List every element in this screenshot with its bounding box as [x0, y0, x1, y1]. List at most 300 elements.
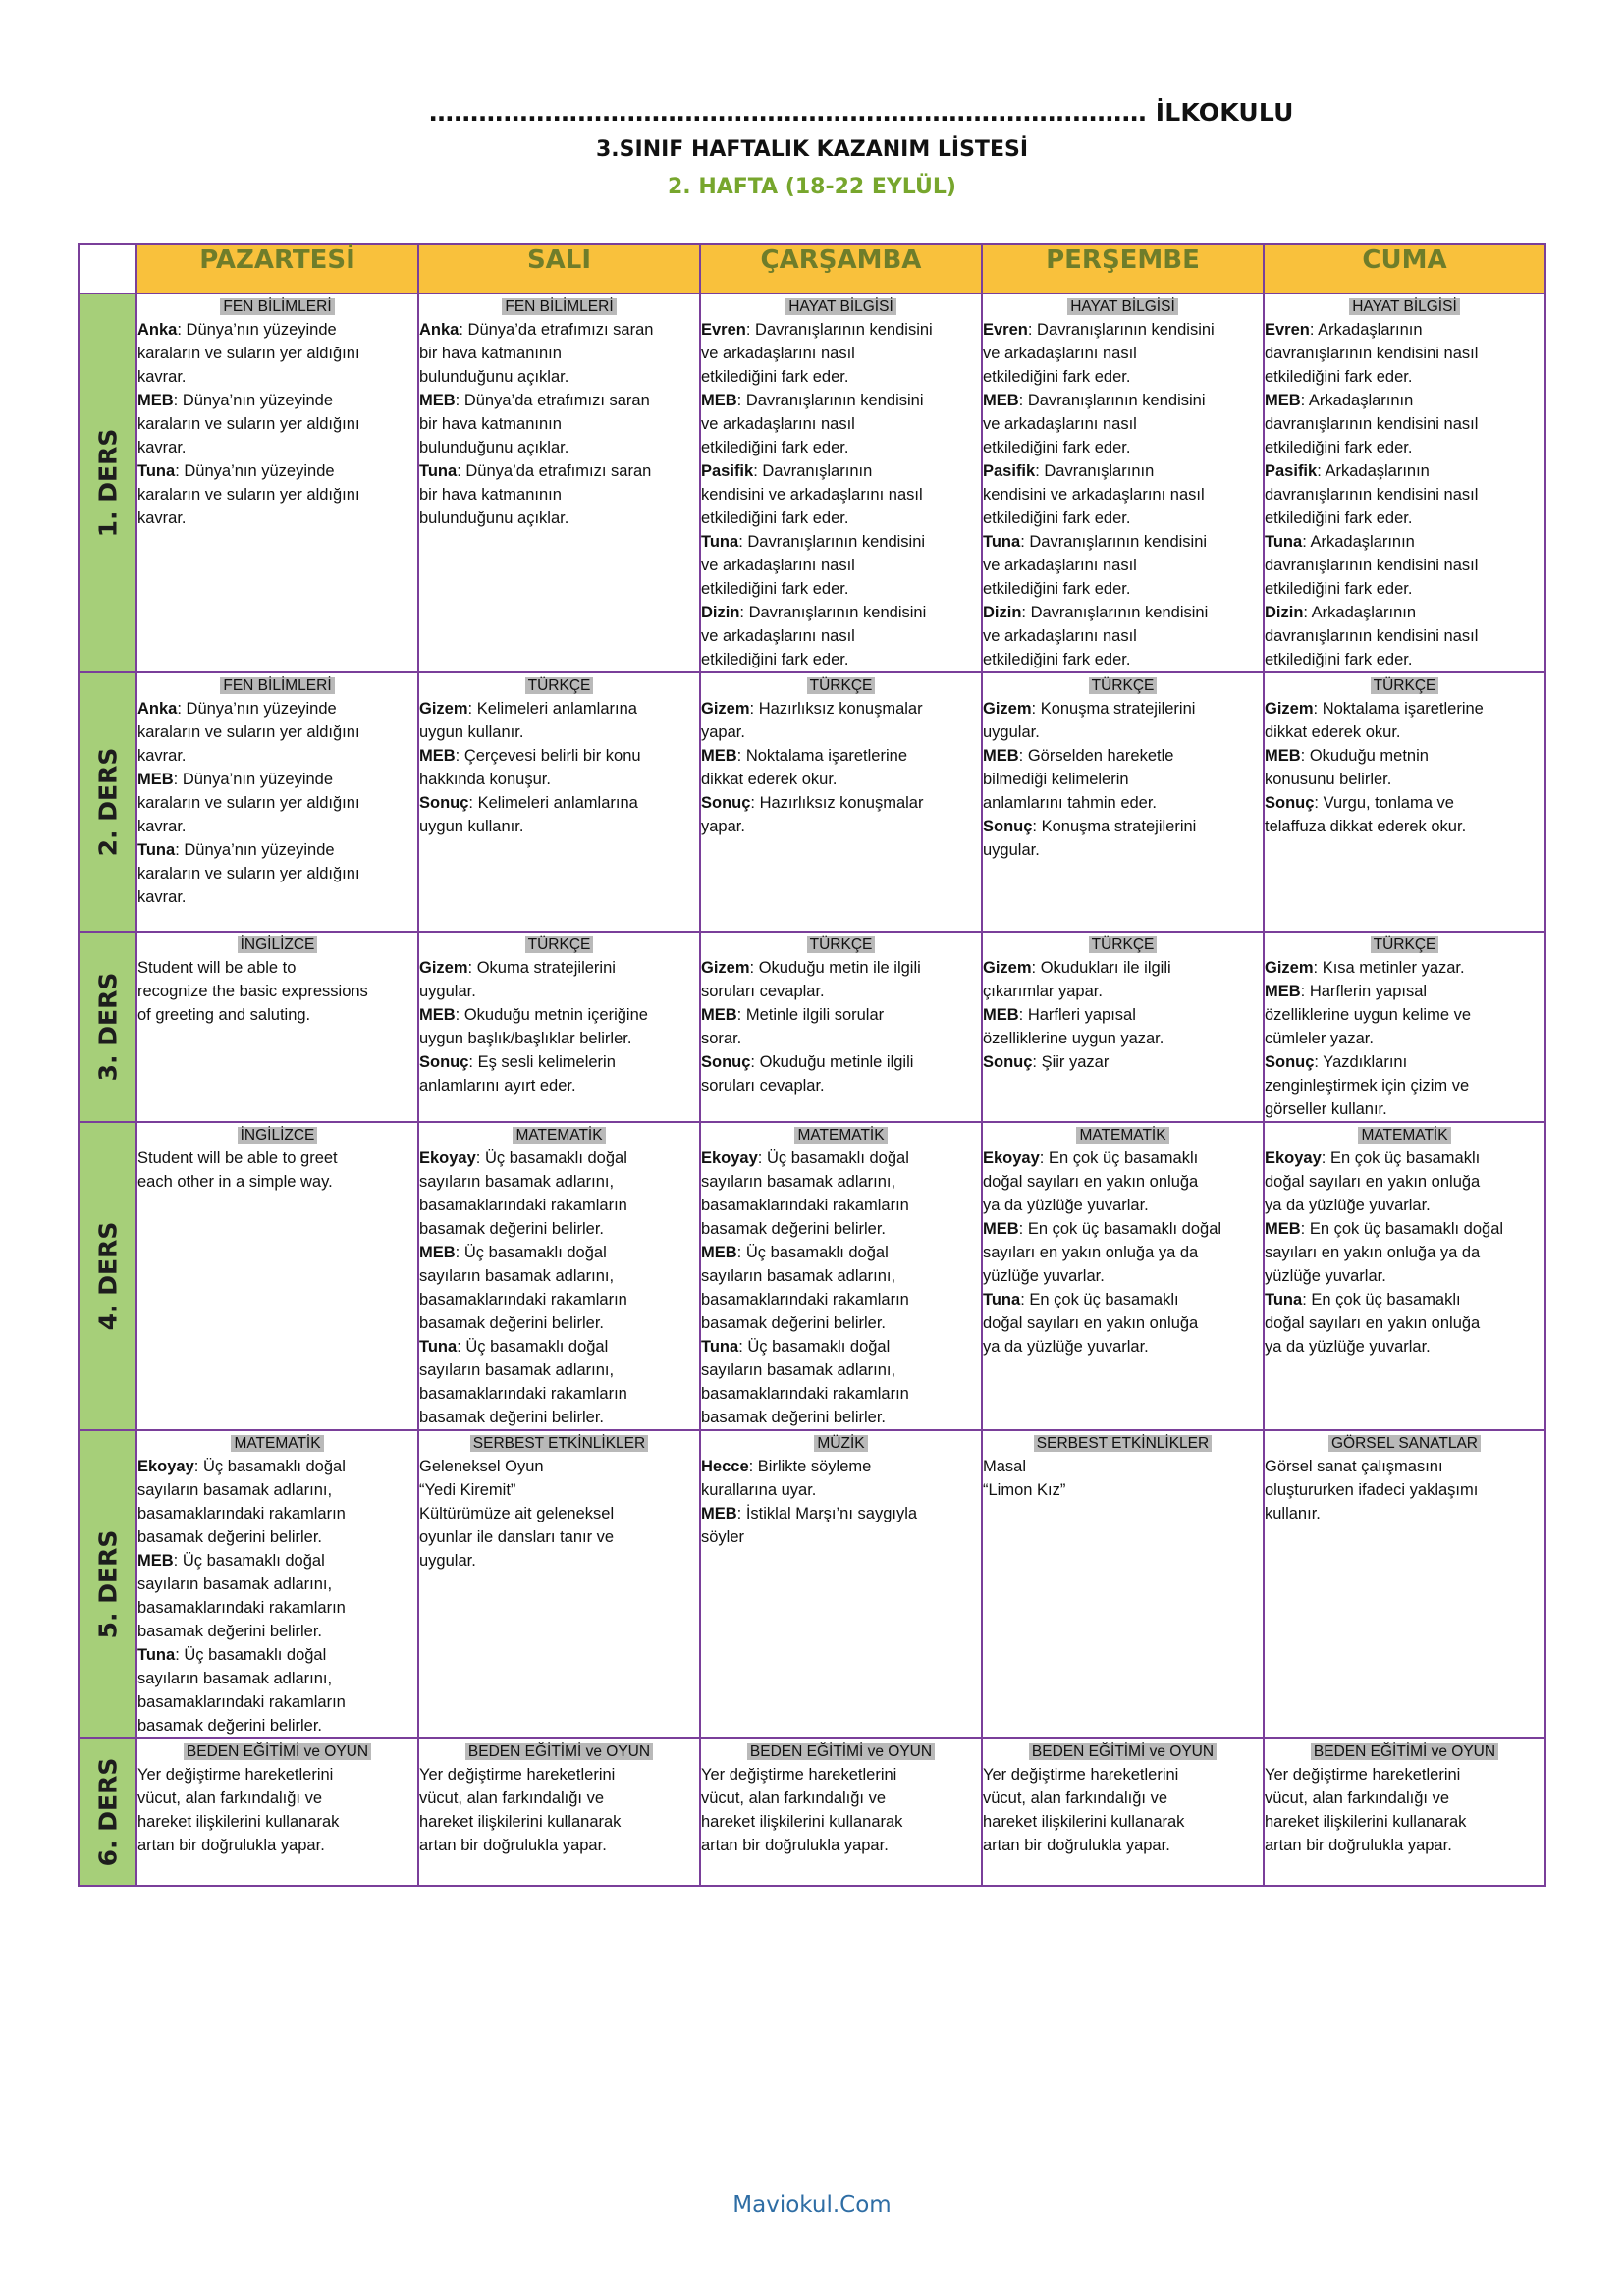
source-name: Anka [137, 321, 178, 339]
outcome-text: kendisini ve arkadaşlarını nasıl [701, 486, 923, 504]
outcome-line [1265, 483, 1544, 507]
outcome-text: basamak değerini belirler. [137, 1623, 323, 1640]
subject-label: TÜRKÇE [525, 677, 594, 694]
outcome-text: etkilediğini fark eder. [983, 368, 1131, 386]
outcome-line [137, 815, 417, 838]
outcome-line [701, 483, 981, 507]
day-header-monday: PAZARTESİ [136, 244, 418, 294]
outcome-text: : Konuşma stratejilerini [1032, 818, 1197, 835]
outcome-line [137, 1810, 417, 1834]
subject-label: MATEMATİK [1076, 1127, 1168, 1144]
outcome-line [419, 1406, 699, 1429]
outcome-line [701, 1834, 981, 1857]
outcome-text: : Kelimeleri anlamlarına [468, 794, 638, 812]
lesson-cell-thursday [982, 1430, 1264, 1738]
outcome-text: karaların ve suların yer aldığını [137, 486, 360, 504]
outcome-text: : Metinle ilgili sorular [736, 1006, 885, 1024]
outcome-text: oyunlar ile dansları tanır ve [419, 1528, 615, 1546]
outcome-text: basamaklarındaki rakamların [137, 1693, 346, 1711]
outcome-text: Kültürümüze ait geleneksel [419, 1505, 615, 1522]
subject-label: TÜRKÇE [1371, 936, 1439, 953]
outcome-line [701, 412, 981, 436]
outcome-text: kavrar. [137, 888, 187, 906]
outcome-text: : Çerçevesi belirli bir konu [455, 747, 641, 765]
outcome-line [137, 507, 417, 530]
outcome-line [1265, 318, 1544, 342]
outcome-line [1265, 1097, 1544, 1121]
outcome-text: yüzlüğe yuvarlar. [1265, 1267, 1386, 1285]
outcome-text: “Yedi Kiremit” [419, 1481, 516, 1499]
outcome-text: kavrar. [137, 747, 187, 765]
subject-label: TÜRKÇE [807, 677, 876, 694]
lesson-cell-wednesday [700, 1430, 982, 1738]
outcome-line [701, 365, 981, 389]
outcome-text: uygular. [419, 1552, 476, 1570]
source-name: Dizin [701, 604, 740, 621]
outcome-line [701, 980, 981, 1003]
outcome-line [701, 956, 981, 980]
source-name: Gizem [1265, 700, 1314, 718]
outcome-line [419, 1050, 699, 1074]
source-name: Tuna [1265, 1291, 1303, 1308]
outcome-line [137, 838, 417, 862]
outcome-text: etkilediğini fark eder. [1265, 368, 1413, 386]
lesson-cell-monday [136, 1430, 418, 1738]
outcome-text: yüzlüğe yuvarlar. [983, 1267, 1105, 1285]
outcome-text: : Vurgu, tonlama ve [1314, 794, 1454, 812]
outcome-line [1265, 1050, 1544, 1074]
source-name: Evren [701, 321, 746, 339]
outcome-text: artan bir doğrulukla yapar. [983, 1837, 1170, 1854]
outcome-line [983, 1335, 1263, 1359]
outcome-line [983, 1170, 1263, 1194]
outcome-text: yapar. [701, 723, 745, 741]
subject-label: SERBEST ETKİNLİKLER [470, 1435, 648, 1452]
outcome-text: : Davranışlarının kendisini [1020, 533, 1208, 551]
outcome-line [1265, 1478, 1544, 1502]
outcome-line [1265, 1264, 1544, 1288]
source-name: MEB [137, 392, 174, 409]
outcome-line [419, 791, 699, 815]
subject-label: MÜZİK [814, 1435, 867, 1452]
outcome-line [137, 1643, 417, 1667]
outcome-text: etkilediğini fark eder. [701, 509, 849, 527]
outcome-text: : Noktalama işaretlerine [1313, 700, 1484, 718]
lesson-cell-friday [1264, 932, 1545, 1122]
outcome-line [419, 1217, 699, 1241]
outcome-line [1265, 1217, 1544, 1241]
subject-label: MATEMATİK [513, 1127, 605, 1144]
outcome-line [1265, 412, 1544, 436]
lesson-cell-tuesday [418, 672, 700, 932]
outcome-text: : En çok üç basamaklı [1020, 1291, 1179, 1308]
outcome-text: : Görselden hareketle [1018, 747, 1174, 765]
outcome-text: basamak değerini belirler. [137, 1717, 323, 1735]
outcome-line [983, 1003, 1263, 1027]
outcome-text: : Davranışlarının kendisini [738, 533, 926, 551]
outcome-line [701, 389, 981, 412]
subject-label: İNGİLİZCE [238, 1127, 318, 1144]
outcome-line [1265, 389, 1544, 412]
outcome-line [137, 1147, 417, 1170]
source-name: Sonuç [983, 818, 1033, 835]
outcome-line [137, 862, 417, 885]
outcome-text: : Okudukları ile ilgili [1031, 959, 1171, 977]
outcome-text: Masal [983, 1458, 1027, 1475]
outcome-text: zenginleştirmek için çizim ve [1265, 1077, 1470, 1095]
outcome-text: sayıların basamak adlarını, [419, 1173, 615, 1191]
outcome-line [419, 1787, 699, 1810]
outcome-line [983, 648, 1263, 671]
outcome-line [701, 815, 981, 838]
outcome-text: söyler [701, 1528, 745, 1546]
outcome-line [983, 1194, 1263, 1217]
outcome-line [701, 507, 981, 530]
outcome-line [137, 791, 417, 815]
outcome-line [419, 1003, 699, 1027]
outcome-line [701, 744, 981, 768]
outcome-text: bir hava katmanının [419, 486, 562, 504]
outcome-text: : Noktalama işaretlerine [736, 747, 907, 765]
source-name: MEB [1265, 392, 1301, 409]
outcome-line [419, 1074, 699, 1097]
outcome-text: hareket ilişkilerini kullanarak [983, 1813, 1185, 1831]
outcome-text: : Kısa metinler yazar. [1313, 959, 1465, 977]
subject-heading [419, 673, 699, 697]
outcome-text: uygular. [983, 841, 1040, 859]
outcome-text: kavrar. [137, 439, 187, 456]
outcome-line [701, 768, 981, 791]
outcome-text: kavrar. [137, 509, 187, 527]
lesson-cell-tuesday [418, 1738, 700, 1886]
outcome-text: basamak değerini belirler. [137, 1528, 323, 1546]
outcome-line [137, 1502, 417, 1525]
subject-heading [701, 673, 981, 697]
outcome-line [983, 744, 1263, 768]
plan-body [79, 294, 1545, 1886]
outcome-text: recognize the basic expressions [137, 983, 368, 1000]
outcome-line [701, 791, 981, 815]
outcome-line [983, 1763, 1263, 1787]
outcome-line [419, 815, 699, 838]
subject-label: MATEMATİK [1358, 1127, 1450, 1144]
subject-heading [701, 294, 981, 318]
lesson-cell-monday [136, 1738, 418, 1886]
outcome-text: : En çok üç basamaklı doğal [1018, 1220, 1222, 1238]
outcome-text: : Kelimeleri anlamlarına [467, 700, 637, 718]
outcome-line [137, 318, 417, 342]
outcome-line [1265, 1502, 1544, 1525]
lesson-cell-wednesday [700, 1738, 982, 1886]
outcome-line [701, 648, 981, 671]
outcome-line [983, 318, 1263, 342]
outcome-line [137, 768, 417, 791]
outcome-text: : Harfleri yapısal [1018, 1006, 1136, 1024]
outcome-line [701, 721, 981, 744]
outcome-text: basamak değerini belirler. [419, 1314, 605, 1332]
lesson-cell-tuesday [418, 1122, 700, 1430]
outcome-text: bulunduğunu açıklar. [419, 509, 569, 527]
outcome-line [419, 1264, 699, 1288]
outcome-text: soruları cevaplar. [701, 983, 825, 1000]
outcome-text: artan bir doğrulukla yapar. [701, 1837, 889, 1854]
source-name: Pasifik [1265, 462, 1318, 480]
source-name: MEB [983, 392, 1019, 409]
outcome-line [419, 768, 699, 791]
subject-heading [419, 1431, 699, 1455]
outcome-line [1265, 436, 1544, 459]
outcome-text: : En çok üç basamaklı [1302, 1291, 1461, 1308]
outcome-text: basamaklarındaki rakamların [701, 1291, 909, 1308]
lesson-label: 1. DERS [93, 428, 122, 538]
outcome-line [137, 980, 417, 1003]
outcome-line [983, 1264, 1263, 1288]
outcome-line [1265, 697, 1544, 721]
source-name: MEB [701, 1505, 737, 1522]
source-name: Tuna [983, 533, 1021, 551]
subject-heading [983, 1431, 1263, 1455]
outcome-text: anlamlarını tahmin eder. [983, 794, 1158, 812]
outcome-text: sayıların basamak adlarını, [419, 1267, 615, 1285]
outcome-line [1265, 980, 1544, 1003]
subject-heading [137, 673, 417, 697]
subject-label: İNGİLİZCE [238, 936, 318, 953]
outcome-line [419, 389, 699, 412]
outcome-text: : Üç basamaklı doğal [757, 1149, 909, 1167]
outcome-line [983, 483, 1263, 507]
subject-label: BEDEN EĞİTİMİ ve OYUN [747, 1743, 935, 1760]
outcome-text: konusunu belirler. [1265, 771, 1392, 788]
outcome-line [1265, 1834, 1544, 1857]
outcome-text: : En çok üç basamaklı [1321, 1149, 1481, 1167]
lesson-label-cell [79, 932, 136, 1122]
footer-site-link[interactable]: Maviokul.Com [732, 2192, 892, 2217]
source-name: Gizem [983, 700, 1032, 718]
outcome-line [1265, 577, 1544, 601]
outcome-line [701, 1359, 981, 1382]
outcome-line [419, 1810, 699, 1834]
subject-label: TÜRKÇE [1089, 677, 1158, 694]
outcome-line [419, 1311, 699, 1335]
outcome-text: Student will be able to [137, 959, 297, 977]
lesson-cell-monday [136, 672, 418, 932]
lesson-cell-thursday [982, 1738, 1264, 1886]
outcome-line [419, 507, 699, 530]
outcome-line [1265, 554, 1544, 577]
week-title: 2. HAFTA (18-22 EYLÜL) [668, 175, 956, 199]
outcome-text: yapar. [701, 818, 745, 835]
lesson-label: 6. DERS [93, 1757, 122, 1867]
subject-label: HAYAT BİLGİSİ [1067, 298, 1178, 315]
lesson-cell-thursday [982, 932, 1264, 1122]
outcome-text: ve arkadaşlarını nasıl [701, 627, 855, 645]
outcome-text: kendisini ve arkadaşlarını nasıl [983, 486, 1205, 504]
source-name: MEB [137, 1552, 174, 1570]
outcome-text: : Konuşma stratejilerini [1031, 700, 1196, 718]
outcome-line [419, 412, 699, 436]
source-name: MEB [983, 1220, 1019, 1238]
outcome-text: : Üç basamaklı doğal [738, 1338, 891, 1356]
outcome-text: kavrar. [137, 818, 187, 835]
source-name: Sonuç [701, 794, 751, 812]
outcome-text: kullanır. [1265, 1505, 1321, 1522]
outcome-line [419, 1382, 699, 1406]
subject-label: GÖRSEL SANATLAR [1328, 1435, 1481, 1452]
source-name: Ekoyay [983, 1149, 1040, 1167]
subject-heading [1265, 1123, 1544, 1147]
outcome-text: : Dünya’nın yüzeyinde [175, 841, 335, 859]
lesson-cell-wednesday [700, 1122, 982, 1430]
outcome-line [419, 342, 699, 365]
outcome-text: of greeting and saluting. [137, 1006, 311, 1024]
source-name: Dizin [1265, 604, 1304, 621]
outcome-text: uygun kullanır. [419, 818, 524, 835]
outcome-line [137, 956, 417, 980]
outcome-line [419, 483, 699, 507]
outcome-line [983, 342, 1263, 365]
outcome-line [419, 365, 699, 389]
outcome-text: vücut, alan farkındalığı ve [419, 1789, 605, 1807]
outcome-text: ve arkadaşlarını nasıl [983, 557, 1137, 574]
outcome-text: : Dünya’da etrafımızı saran [459, 321, 654, 339]
outcome-text: bilmediği kelimelerin [983, 771, 1129, 788]
lesson-cell-tuesday [418, 1430, 700, 1738]
lesson-label-cell [79, 1738, 136, 1886]
outcome-line [1265, 530, 1544, 554]
outcome-line [983, 980, 1263, 1003]
lesson-cell-tuesday [418, 294, 700, 672]
outcome-line [1265, 1170, 1544, 1194]
outcome-text: etkilediğini fark eder. [983, 580, 1131, 598]
subject-heading [419, 1739, 699, 1763]
lesson-cell-friday [1264, 1738, 1545, 1886]
outcome-line [137, 1834, 417, 1857]
outcome-line [701, 577, 981, 601]
outcome-text: “Limon Kız” [983, 1481, 1066, 1499]
subject-heading [137, 1431, 417, 1455]
outcome-line [137, 412, 417, 436]
outcome-text: ve arkadaşlarını nasıl [701, 345, 855, 362]
outcome-text: ya da yüzlüğe yuvarlar. [983, 1197, 1149, 1214]
outcome-text: sayıların basamak adlarını, [701, 1362, 896, 1379]
outcome-line [419, 956, 699, 980]
outcome-text: etkilediğini fark eder. [1265, 651, 1413, 668]
outcome-line [701, 1003, 981, 1027]
source-name: Tuna [419, 1338, 458, 1356]
subject-heading [701, 1431, 981, 1455]
outcome-text: karaların ve suların yer aldığını [137, 865, 360, 882]
source-name: Gizem [983, 959, 1032, 977]
outcome-text: basamak değerini belirler. [419, 1409, 605, 1426]
outcome-line [419, 436, 699, 459]
outcome-line [1265, 459, 1544, 483]
outcome-text: sayıların basamak adlarını, [419, 1362, 615, 1379]
outcome-line [701, 1194, 981, 1217]
outcome-text: etkilediğini fark eder. [1265, 580, 1413, 598]
outcome-text: ve arkadaşlarını nasıl [983, 345, 1137, 362]
outcome-line [1265, 1288, 1544, 1311]
outcome-line [1265, 1147, 1544, 1170]
document-title: 3.SINIF HAFTALIK KAZANIM LİSTESİ [596, 137, 1028, 162]
outcome-line [701, 318, 981, 342]
lesson-row [79, 672, 1545, 932]
lesson-cell-friday [1264, 1122, 1545, 1430]
outcome-line [701, 1050, 981, 1074]
outcome-text: Yer değiştirme hareketlerini [983, 1766, 1179, 1784]
outcome-line [419, 1763, 699, 1787]
outcome-text: karaların ve suların yer aldığını [137, 723, 360, 741]
subject-label: FEN BİLİMLERİ [220, 298, 334, 315]
outcome-text: doğal sayıları en yakın onluğa [1265, 1173, 1481, 1191]
subject-heading [701, 1739, 981, 1763]
outcome-text: : Dünya’nın yüzeyinde [173, 771, 334, 788]
outcome-text: each other in a simple way. [137, 1173, 333, 1191]
outcome-text: sayıların basamak adlarını, [137, 1481, 333, 1499]
outcome-line [137, 1170, 417, 1194]
outcome-line [701, 1787, 981, 1810]
outcome-text: : Dünya’da etrafımızı saran [457, 462, 652, 480]
outcome-line [983, 436, 1263, 459]
outcome-text: oluştururken ifadeci yaklaşımı [1265, 1481, 1479, 1499]
source-name: Sonuç [419, 794, 469, 812]
outcome-line [983, 577, 1263, 601]
outcome-line [701, 1241, 981, 1264]
day-header-friday: CUMA [1264, 244, 1545, 294]
outcome-text: basamaklarındaki rakamların [419, 1385, 627, 1403]
source-name: MEB [419, 392, 456, 409]
outcome-text: vücut, alan farkındalığı ve [983, 1789, 1168, 1807]
source-name: Gizem [419, 700, 468, 718]
subject-heading [137, 1123, 417, 1147]
outcome-text: uygular. [419, 983, 476, 1000]
source-name: Tuna [1265, 533, 1303, 551]
source-name: Tuna [419, 462, 458, 480]
subject-heading [419, 933, 699, 956]
outcome-text: : Arkadaşlarının [1302, 533, 1415, 551]
outcome-text: : İstiklal Marşı’nı saygıyla [736, 1505, 918, 1522]
outcome-line [137, 1787, 417, 1810]
outcome-text: sayıların basamak adlarını, [701, 1267, 896, 1285]
subject-heading [1265, 1431, 1544, 1455]
outcome-text: doğal sayıları en yakın onluğa [1265, 1314, 1481, 1332]
source-name: Gizem [701, 700, 750, 718]
outcome-line [1265, 1027, 1544, 1050]
outcome-line [983, 1050, 1263, 1074]
subject-label: FEN BİLİMLERİ [220, 677, 334, 694]
source-name: MEB [701, 1244, 737, 1261]
outcome-line [983, 624, 1263, 648]
outcome-text: : Birlikte söyleme [748, 1458, 872, 1475]
outcome-line [419, 744, 699, 768]
outcome-line [983, 459, 1263, 483]
outcome-text: : Yazdıklarını [1314, 1053, 1408, 1071]
outcome-line [419, 1170, 699, 1194]
outcome-text: basamak değerini belirler. [701, 1409, 887, 1426]
outcome-text: özelliklerine uygun yazar. [983, 1030, 1164, 1047]
source-name: Tuna [137, 1646, 176, 1664]
outcome-text: ve arkadaşlarını nasıl [983, 627, 1137, 645]
source-name: MEB [1265, 983, 1301, 1000]
lesson-cell-wednesday [700, 672, 982, 932]
outcome-line [701, 1406, 981, 1429]
subject-heading [1265, 673, 1544, 697]
outcome-line [983, 1027, 1263, 1050]
lesson-cell-friday [1264, 1430, 1545, 1738]
source-name: Ekoyay [419, 1149, 476, 1167]
outcome-line [983, 1787, 1263, 1810]
source-name: MEB [701, 747, 737, 765]
source-name: Sonuç [1265, 794, 1315, 812]
